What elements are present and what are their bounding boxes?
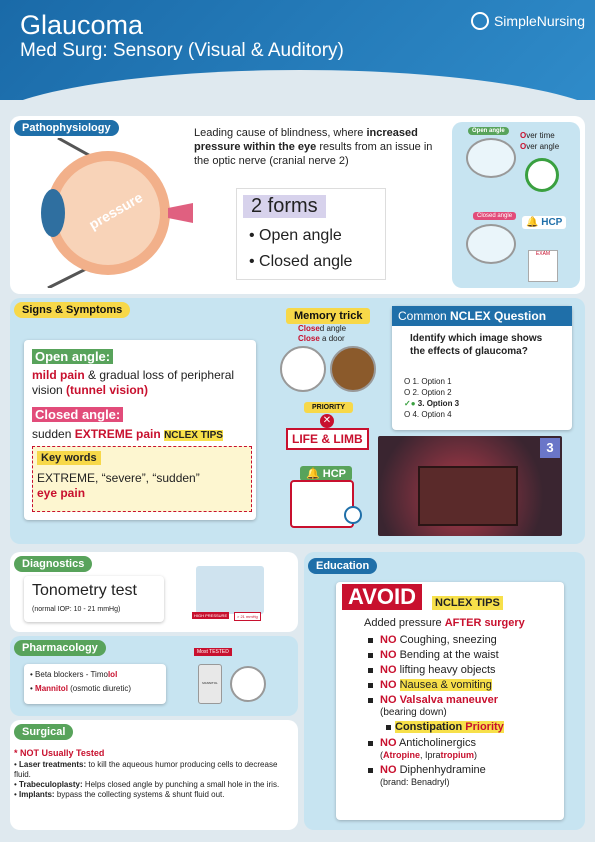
pharm-item-1: • Beta blockers - Timolol [30, 670, 118, 679]
brand-name: SimpleNursing [493, 13, 585, 29]
hcp-badge [522, 216, 566, 229]
warning-icon: ✕ [320, 414, 334, 428]
avoid-item-1 [366, 634, 556, 646]
option-3-num: 3. [417, 399, 425, 408]
option-1-label: Option 1 [421, 377, 452, 386]
avoid-item-2-text: Bending at the waist [399, 649, 499, 661]
option-4-num: 4. [412, 410, 420, 419]
signs-hcp-badge [300, 466, 352, 481]
open-a: mild pain [32, 368, 85, 382]
nclex-title-a: Common [398, 309, 451, 323]
form-closed: • Closed angle [249, 253, 353, 270]
patient-pain-icon [290, 480, 354, 528]
nclex-question: Identify which image shows the effects of glaucoma? [410, 333, 543, 357]
tonometry-card [24, 576, 164, 622]
anti-sub-b: Atropine [383, 750, 420, 760]
avoid-item-2 [366, 649, 556, 661]
over2-a: O [520, 142, 527, 151]
most-tested-badge: Most TESTED [194, 648, 232, 656]
nclex-title-b: NCLEX Question [450, 309, 547, 323]
option-3-check-icon: ✓● [404, 399, 416, 408]
pharm-item-1-a: Beta blockers - Timo [35, 670, 108, 679]
no-4: NO [380, 679, 397, 691]
mem1-a: Close [298, 324, 320, 333]
keywords-box [32, 446, 252, 512]
edu-nclex-tips: NCLEX TIPS [432, 596, 503, 610]
avoid-item-5 [366, 694, 556, 718]
closed-a: sudden [32, 427, 75, 441]
glaucoma-vision-image [378, 436, 562, 536]
bearing-down: (bearing down) [380, 707, 447, 718]
clock-icon [525, 158, 559, 192]
patho-description [194, 126, 450, 168]
door-icon [330, 346, 376, 392]
constipation-item [386, 721, 556, 733]
signs-bell-icon: 🔔 [306, 468, 320, 480]
page-subtitle: Med Surg: Sensory (Visual & Auditory) [20, 40, 344, 61]
normal-iop: (normal IOP: 10 - 21 mmHg) [32, 606, 121, 613]
memory-trick-text [298, 324, 346, 344]
anti-sub-d: tropium [440, 750, 475, 760]
iop-threshold: > 21 mmHg [234, 612, 261, 621]
closed-angle-eye [466, 224, 516, 264]
no-3: NO [380, 664, 397, 676]
no-5: NO [380, 694, 397, 706]
magnify-icon [344, 506, 362, 524]
eye-illustration [18, 138, 193, 293]
pharm-eye-icon [230, 666, 266, 702]
life-limb-label: LIFE & LIMB [286, 428, 369, 450]
constipation-a: Constipation [395, 721, 466, 733]
priority-tag: PRIORITY [304, 402, 353, 413]
surgical-item-3-b: Implants: [19, 790, 55, 799]
memory-trick-tag: Memory trick [286, 308, 370, 324]
surgical-list [14, 760, 292, 800]
nclex-tips-badge: NCLEX TIPS [164, 430, 223, 441]
diphenhydramine: Diphenhydramine [399, 764, 486, 776]
anticholinergics: Anticholinergics [398, 737, 476, 749]
open-angle-eye [466, 138, 516, 178]
avoid-item-5-text: Valsalva maneuver [399, 694, 499, 706]
form-open-label: Open angle [259, 227, 342, 244]
option-2[interactable] [404, 387, 459, 398]
tonometry-illustration [196, 566, 264, 614]
added-b: AFTER surgery [444, 617, 525, 629]
brand-logo [471, 12, 585, 30]
avoid-item-4 [366, 679, 556, 691]
no-2: NO [380, 649, 397, 661]
form-closed-label: Closed angle [259, 253, 353, 270]
kw-a: EXTREME, “severe”, “sudden” [37, 471, 200, 485]
nclex-title [392, 306, 572, 326]
mem1-b: d angle [319, 324, 347, 333]
pharm-tag: Pharmacology [14, 640, 106, 656]
added-pressure [364, 617, 525, 629]
patho-desc-b: increased pressure within the eye [194, 127, 418, 153]
option-1-num: 1. [412, 377, 420, 386]
not-tested-note: * NOT Usually Tested [14, 748, 105, 758]
over2-b: ver angle [526, 142, 560, 151]
avoid-item-1-text: Coughing, sneezing [399, 634, 497, 646]
anti-sub-a: ( [380, 750, 383, 760]
open-angle-desc [32, 368, 252, 398]
option-4[interactable] [404, 409, 459, 420]
option-1[interactable] [404, 376, 459, 387]
nclex-options [404, 376, 459, 420]
anti-sub-e: ) [474, 750, 478, 760]
form-open: • Open angle [249, 227, 342, 244]
no-7: NO [380, 764, 397, 776]
patho-desc-c: results from an issue in the optic nerve (cranial nerve 2) [194, 141, 433, 167]
mannitol-bottle-icon: MANNITOL [198, 664, 222, 704]
option-4-mark: O [404, 410, 411, 419]
over-mnemonic [520, 130, 559, 152]
keywords-title: Key words [37, 451, 101, 465]
mem2-b: a door [319, 334, 345, 343]
page-title: Glaucoma [20, 10, 144, 40]
surgical-item-2-t: Helps closed angle by punching a small hole in the iris. [82, 780, 280, 789]
signs-tag: Signs & Symptoms [14, 302, 130, 318]
patho-desc-a: Leading cause of blindness, where [194, 127, 367, 139]
diagnostics-tag: Diagnostics [14, 556, 92, 572]
pharm-item-1-b: lol [107, 670, 118, 679]
signs-card [24, 340, 256, 520]
surgical-item-1-b: Laser treatments: [19, 760, 87, 769]
avoid-list [366, 634, 556, 791]
open-angle-title: Open angle: [32, 349, 113, 364]
surgical-item-1-t: to kill the aqueous humor producing cells to decrease fluid. [14, 760, 278, 779]
avoid-item-7 [366, 764, 556, 788]
signs-hcp-label: HCP [322, 468, 346, 480]
option-2-num: 2. [412, 388, 420, 397]
hcp-label: HCP [541, 217, 563, 228]
kw-b: eye pain [37, 486, 86, 500]
forms-title: 2 forms [243, 195, 326, 218]
building-image [418, 466, 518, 526]
option-3-label: Option 3 [426, 399, 460, 408]
no-1: NO [380, 634, 397, 646]
option-2-mark: O [404, 388, 411, 397]
open-b: & gradual loss of peripheral vision [32, 368, 235, 397]
high-pressure-label: HIGH PRESSURE [194, 613, 228, 618]
option-1-mark: O [404, 377, 411, 386]
surgical-item-3: • Implants: bypass the collecting systems & shunt fluid out. [14, 790, 225, 799]
patho-tag: Pathophysiology [14, 120, 119, 136]
exam-paper-icon: EXAM [528, 250, 558, 282]
header-banner [0, 0, 595, 100]
pharm-card [24, 664, 166, 704]
diphen-sub: (brand: Benadryl) [380, 777, 450, 787]
surgical-item-2-b: Trabeculoplasty: [19, 780, 83, 789]
forms-box [236, 188, 386, 280]
option-3[interactable] [404, 398, 459, 409]
surgical-item-2: • Trabeculoplasty: Helps closed angle by punching a small hole in the iris. [14, 780, 280, 789]
brand-icon [471, 12, 489, 30]
avoid-label: AVOID [342, 584, 422, 610]
option-2-label: Option 2 [421, 388, 452, 397]
education-tag: Education [308, 558, 377, 574]
nclex-card [392, 306, 572, 430]
avoid-item-4-text: Nausea & vomiting [399, 679, 492, 691]
answer-badge: 3 [540, 438, 560, 458]
surgical-item-3-t: bypass the collecting systems & shunt fluid out. [54, 790, 225, 799]
avoid-item-6 [366, 737, 556, 761]
mem2-a: Close [298, 334, 320, 343]
surgical-tag: Surgical [14, 724, 73, 740]
eye-pressure-label: pressure [86, 188, 146, 233]
header-wave [0, 70, 595, 100]
constipation-bullet [386, 725, 391, 730]
tonometry-title: Tonometry test [32, 582, 137, 599]
closed-b: EXTREME pain [74, 427, 161, 441]
open-c: (tunnel vision) [66, 383, 149, 397]
no-6: NO [380, 737, 397, 749]
avoid-item-3-text: lifting heavy objects [399, 664, 496, 676]
bell-icon: 🔔 [526, 217, 539, 228]
surgical-item-1: • Laser treatments: to kill the aqueous humor producing cells to decrease fluid. [14, 760, 278, 779]
open-angle-label: Open angle [468, 127, 509, 135]
closed-angle-title: Closed angle: [32, 407, 123, 422]
avoid-item-3 [366, 664, 556, 676]
over1-a: O [520, 131, 527, 140]
anticholinergics-sub [380, 750, 477, 760]
closed-eye-icon [280, 346, 326, 392]
pharm-item-2-a: Mannitol [35, 684, 68, 693]
closed-angle-desc [32, 427, 223, 441]
closed-angle-label: Closed angle [473, 212, 516, 220]
pharm-item-2-b: (osmotic diuretic) [67, 684, 132, 693]
option-4-label: Option 4 [421, 410, 452, 419]
over1-b: ver time [526, 131, 555, 140]
constipation-b: Priority [465, 721, 504, 733]
added-a: Added pressure [364, 617, 445, 629]
anti-sub-c: , Ipra [420, 750, 441, 760]
keywords-text [37, 471, 200, 501]
pharm-item-2: • Mannitol (osmotic diuretic) [30, 684, 132, 693]
